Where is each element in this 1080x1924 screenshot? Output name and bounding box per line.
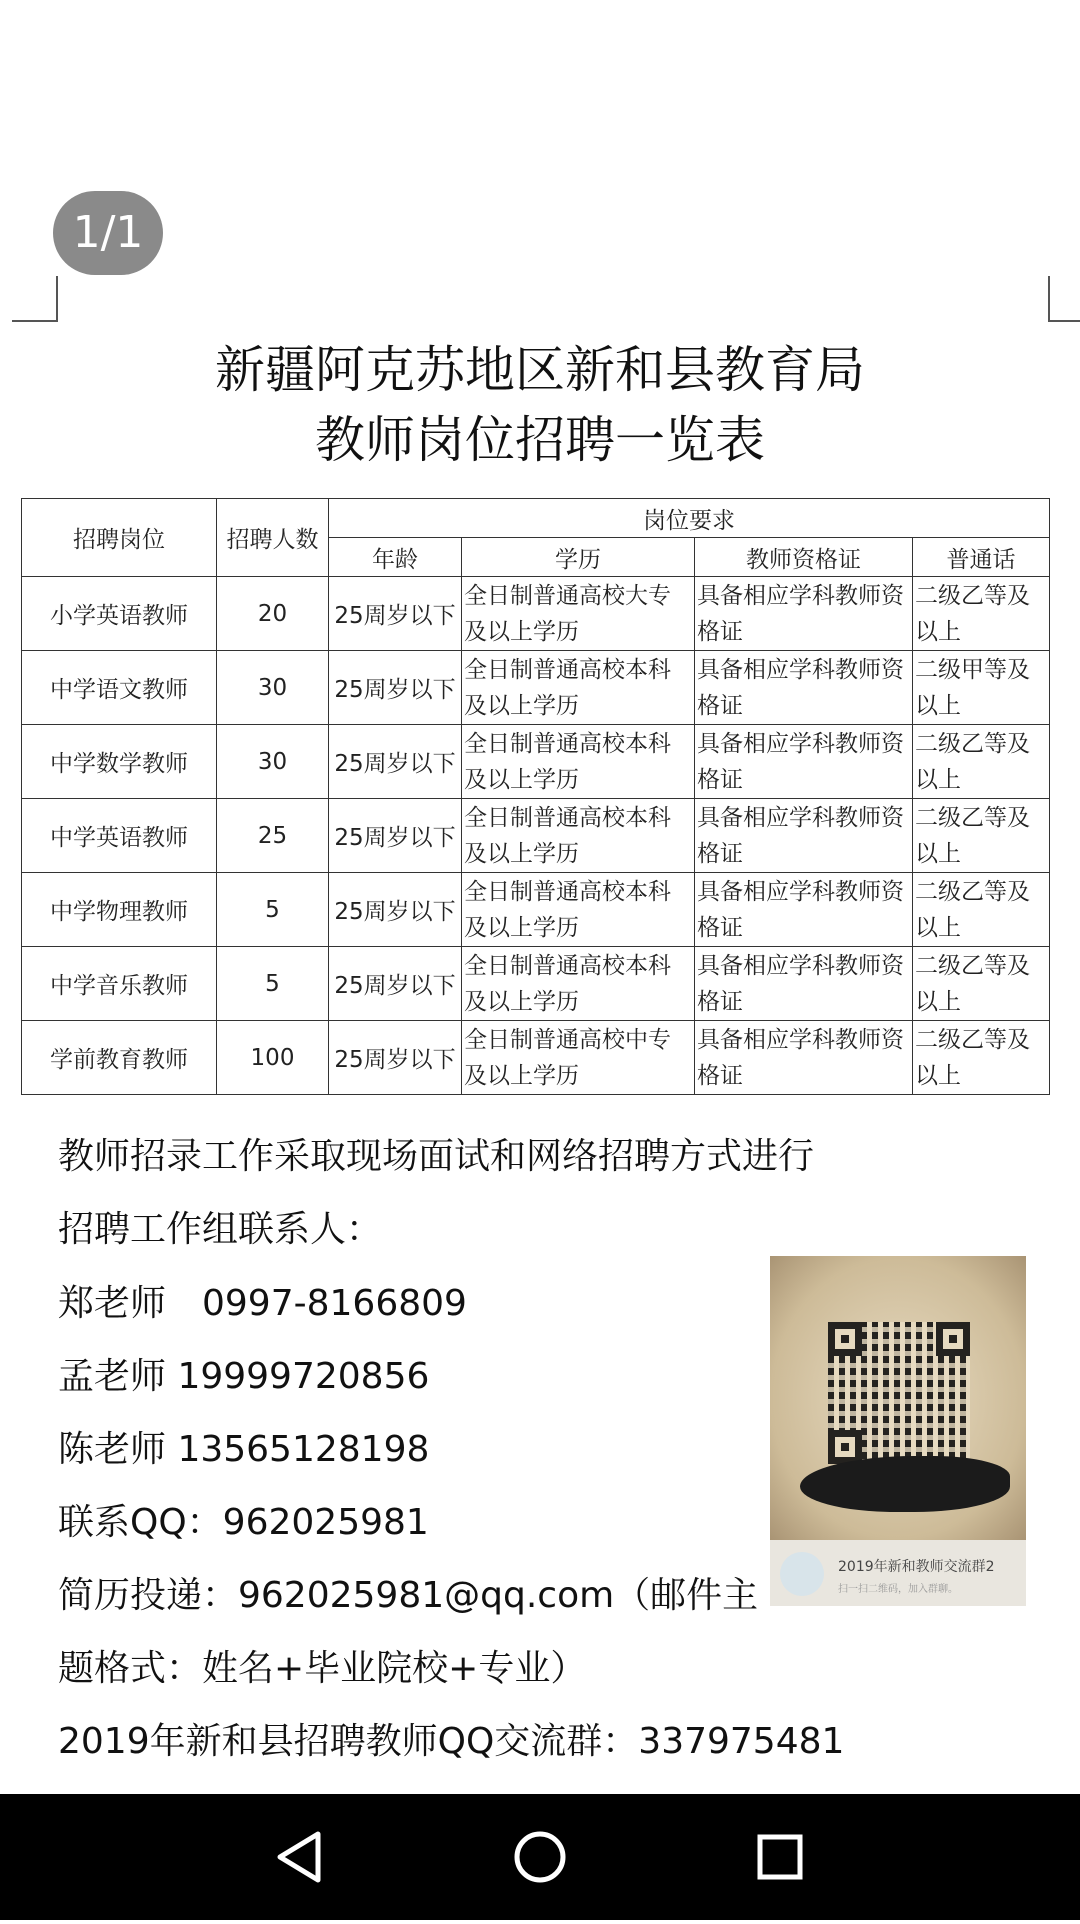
info-contact-heading: 招聘工作组联系人： xyxy=(58,1209,383,1250)
cell-position: 中学物理教师 xyxy=(22,873,217,947)
cell-mandarin: 二级乙等及以上 xyxy=(913,947,1050,1021)
cell-mandarin: 二级乙等及以上 xyxy=(913,577,1050,651)
recent-square-icon xyxy=(720,1794,840,1920)
info-qq: 联系QQ：962025981 xyxy=(58,1502,429,1543)
info-email-format: 题格式：姓名+毕业院校+专业） xyxy=(58,1648,587,1689)
back-button[interactable] xyxy=(240,1794,360,1920)
info-contact-meng: 孟老师 19999720856 xyxy=(58,1356,430,1397)
info-method: 教师招录工作采取现场面试和网络招聘方式进行 xyxy=(58,1136,815,1177)
header-education: 学历 xyxy=(462,538,695,577)
qr-subcaption: 扫一扫二维码，加入群聊。 xyxy=(838,1584,958,1595)
cell-count: 5 xyxy=(217,947,329,1021)
cell-count: 25 xyxy=(217,799,329,873)
table-row xyxy=(22,725,1050,799)
table-row xyxy=(22,947,1050,1021)
cell-count: 30 xyxy=(217,725,329,799)
cell-position: 学前教育教师 xyxy=(22,1021,217,1095)
cell-position: 中学音乐教师 xyxy=(22,947,217,1021)
whale-illustration xyxy=(800,1456,1010,1512)
cell-position: 小学英语教师 xyxy=(22,577,217,651)
cell-mandarin: 二级甲等及以上 xyxy=(913,651,1050,725)
crop-mark-left xyxy=(12,276,58,322)
qr-code xyxy=(828,1322,970,1464)
cell-age: 25周岁以下 xyxy=(329,799,462,873)
table-row xyxy=(22,873,1050,947)
cell-count: 20 xyxy=(217,577,329,651)
cell-education: 全日制普通高校本科及以上学历 xyxy=(462,947,695,1021)
cell-education: 全日制普通高校本科及以上学历 xyxy=(462,799,695,873)
cell-count: 100 xyxy=(217,1021,329,1095)
cell-certificate: 具备相应学科教师资格证 xyxy=(695,725,913,799)
page-indicator: 1/1 xyxy=(53,191,163,275)
home-circle-icon xyxy=(480,1794,600,1920)
qr-card[interactable] xyxy=(770,1256,1026,1606)
cell-education: 全日制普通高校本科及以上学历 xyxy=(462,873,695,947)
cell-education: 全日制普通高校本科及以上学历 xyxy=(462,651,695,725)
cell-mandarin: 二级乙等及以上 xyxy=(913,725,1050,799)
cell-position: 中学英语教师 xyxy=(22,799,217,873)
cell-education: 全日制普通高校大专及以上学历 xyxy=(462,577,695,651)
cell-certificate: 具备相应学科教师资格证 xyxy=(695,947,913,1021)
cell-certificate: 具备相应学科教师资格证 xyxy=(695,873,913,947)
cell-age: 25周岁以下 xyxy=(329,1021,462,1095)
recruitment-table xyxy=(21,498,1050,1095)
info-contact-zheng: 郑老师 0997-8166809 xyxy=(58,1283,467,1324)
info-email: 简历投递：962025981@qq.com（邮件主 xyxy=(58,1575,759,1616)
crop-mark-right xyxy=(1048,276,1080,322)
cell-certificate: 具备相应学科教师资格证 xyxy=(695,651,913,725)
cell-mandarin: 二级乙等及以上 xyxy=(913,1021,1050,1095)
home-button[interactable] xyxy=(480,1794,600,1920)
cell-age: 25周岁以下 xyxy=(329,577,462,651)
info-qq-group: 2019年新和县招聘教师QQ交流群：337975481 xyxy=(58,1721,845,1762)
cell-age: 25周岁以下 xyxy=(329,873,462,947)
cell-education: 全日制普通高校本科及以上学历 xyxy=(462,725,695,799)
header-count: 招聘人数 xyxy=(217,499,329,577)
header-position: 招聘岗位 xyxy=(22,499,217,577)
cell-age: 25周岁以下 xyxy=(329,947,462,1021)
cell-mandarin: 二级乙等及以上 xyxy=(913,799,1050,873)
cell-position: 中学语文教师 xyxy=(22,651,217,725)
document-title-line1: 新疆阿克苏地区新和县教育局 xyxy=(215,341,865,399)
cell-certificate: 具备相应学科教师资格证 xyxy=(695,577,913,651)
cell-education: 全日制普通高校中专及以上学历 xyxy=(462,1021,695,1095)
document-title-line2: 教师岗位招聘一览表 xyxy=(315,411,765,469)
qr-caption: 2019年新和教师交流群2 xyxy=(838,1559,995,1575)
cell-mandarin: 二级乙等及以上 xyxy=(913,873,1050,947)
info-contact-chen: 陈老师 13565128198 xyxy=(58,1429,430,1470)
cell-count: 30 xyxy=(217,651,329,725)
recent-apps-button[interactable] xyxy=(720,1794,840,1920)
cell-age: 25周岁以下 xyxy=(329,725,462,799)
cell-position: 中学数学教师 xyxy=(22,725,217,799)
cell-certificate: 具备相应学科教师资格证 xyxy=(695,1021,913,1095)
cell-age: 25周岁以下 xyxy=(329,651,462,725)
table-row xyxy=(22,651,1050,725)
group-avatar xyxy=(780,1552,824,1596)
navigation-bar xyxy=(0,1794,1080,1920)
cell-count: 5 xyxy=(217,873,329,947)
table-row xyxy=(22,799,1050,873)
header-mandarin: 普通话 xyxy=(913,538,1050,577)
cell-certificate: 具备相应学科教师资格证 xyxy=(695,799,913,873)
header-age: 年龄 xyxy=(329,538,462,577)
table-row xyxy=(22,577,1050,651)
qr-artwork xyxy=(770,1256,1026,1540)
back-triangle-icon xyxy=(240,1794,360,1920)
table-row xyxy=(22,1021,1050,1095)
header-certificate: 教师资格证 xyxy=(695,538,913,577)
header-requirements: 岗位要求 xyxy=(329,499,1050,538)
